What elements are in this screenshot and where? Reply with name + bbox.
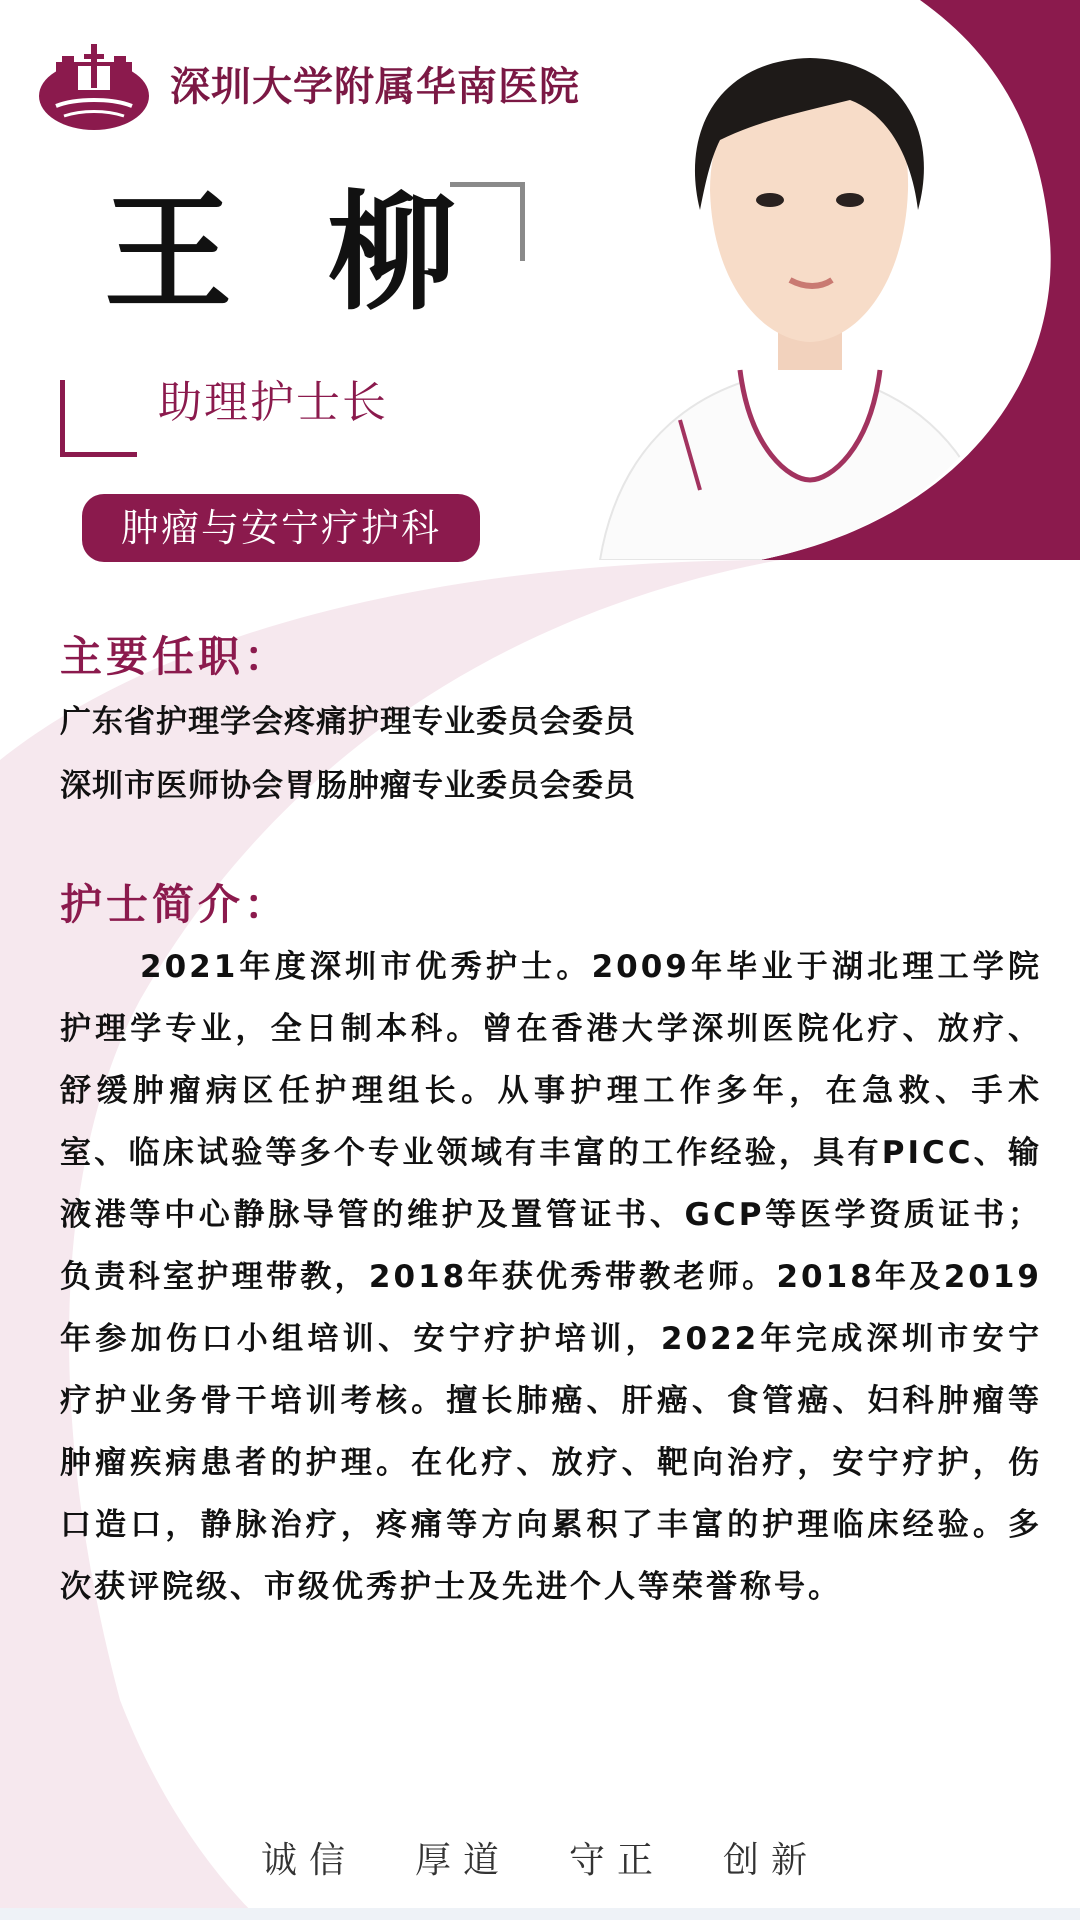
motto-word: 诚信 bbox=[260, 1840, 357, 1881]
hospital-name: 深圳大学附属华南医院 bbox=[170, 62, 580, 110]
job-title: 助理护士长 bbox=[158, 377, 388, 428]
posts-list bbox=[60, 690, 636, 818]
post-item: 广东省护理学会疼痛护理专业委员会委员 bbox=[60, 704, 636, 740]
motto-word: 守正 bbox=[569, 1840, 666, 1881]
motto bbox=[0, 1832, 1080, 1883]
person-name: 王柳 bbox=[104, 179, 553, 328]
frame-corner-bottom-left bbox=[60, 380, 137, 457]
department-badge: 肿瘤与安宁疗护科 bbox=[82, 494, 480, 562]
posts-heading: 主要任职： bbox=[60, 632, 291, 681]
hospital-logo bbox=[36, 36, 580, 130]
nurse-portrait bbox=[560, 20, 1040, 560]
footer-strip bbox=[0, 1908, 1080, 1920]
bio-text: 2021年度深圳市优秀护士。2009年毕业于湖北理工学院护理学专业，全日制本科。曾在香港大学深圳医院化疗、放疗、舒缓肿瘤病区任护理组长。从事护理工作多年，在急救、手术室、临床试验等多个专业领域有丰富的工作经验，具有PICC、输液港等中心静脉导管的维护及置管证书、GCP等医学资质证书；负责科室护理带教，2018年获优秀带教老师。2018年及2019年参加伤口小组培训、安宁疗护培训，2022年完成深圳市安宁疗护业务骨干培训考核。擅长肺癌、肝癌、食管癌、妇科肿瘤等肿瘤疾病患者的护理。在化疗、放疗、靶向治疗，安宁疗护，伤口造口，静脉治疗，疼痛等方向累积了丰富的护理临床经验。多次获评院级、市级优秀护士及先进个人等荣誉称号。 bbox=[60, 949, 1042, 1605]
motto-word: 创新 bbox=[723, 1840, 820, 1881]
post-item: 深圳市医师协会胃肠肿瘤专业委员会委员 bbox=[60, 768, 636, 804]
hospital-emblem-icon bbox=[36, 36, 152, 130]
bio-heading: 护士简介： bbox=[60, 880, 291, 929]
frame-corner-top-right bbox=[450, 182, 525, 261]
motto-word: 厚道 bbox=[414, 1840, 511, 1881]
